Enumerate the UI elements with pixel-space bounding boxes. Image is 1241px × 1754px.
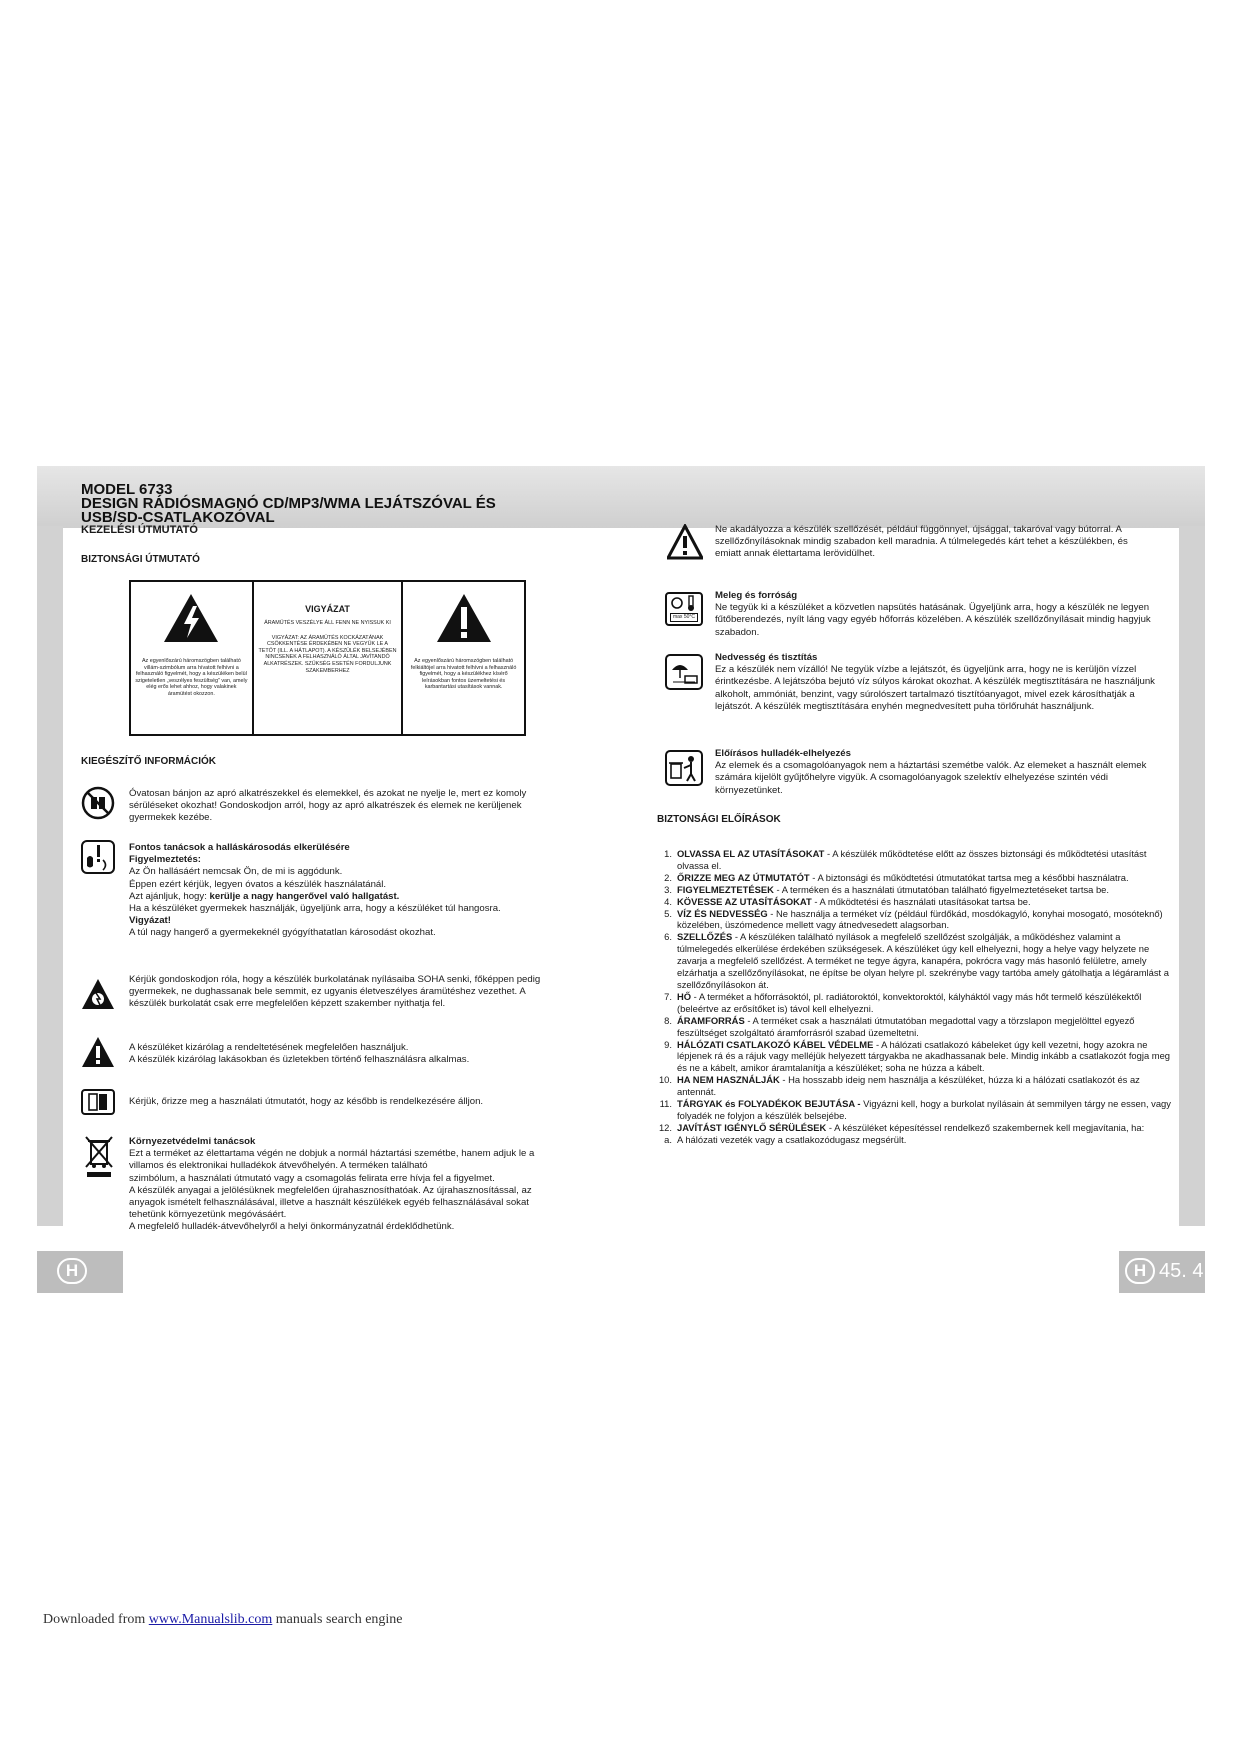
list-item: 6. SZELLŐZÉS - A készüléken található nyílások a megfelelő szellőzést szolgálják, a működéshez valamint a túlmelegedés elkerülése érdekében szükségesek. A készüléket úgy kell elhelyezni, hogy a helye vagy helyzete ne zavarja a megfelelő szellőzést. A terméket ne tegye ágyra, kanapéra, pokrócra vagy más hasonló felületre, amely elzárhatja a szellőzőnyílásokat, ne építse be olyan helyre pl. szekrénybe vagy tartóba amely gátolhatja a légáramlást a szellőzőnyílásokon át. bbox=[664, 931, 1169, 990]
left-footer-band bbox=[37, 1251, 123, 1293]
ventilation-warning-icon bbox=[667, 524, 703, 560]
environment-line-4: A megfelelő hulladék-átvevőhelyről a helyi önkormányzatnál érdeklődhetünk. bbox=[129, 1221, 455, 1233]
hearing-line-3: Azt ajánljuk, hogy: kerülje a nagy hangerővel való hallgatást. bbox=[129, 890, 400, 902]
waste-title: Előírásos hulladék-elhelyezés bbox=[715, 748, 851, 759]
list-item: 4. KÖVESSE AZ UTASÍTÁSOKAT - A működtetési és használati utasításokat tartsa be. bbox=[664, 895, 1031, 907]
warning-line-1: ÁRAMÜTÉS VESZÉLYE ÁLL FENN NE NYISSUK KI bbox=[264, 620, 391, 626]
hearing-line-4: Ha a készüléket gyermekek használják, ügyeljünk arra, hogy a készüléket túl hangosra. bbox=[129, 903, 501, 915]
small-parts-icon bbox=[81, 786, 115, 820]
thermometer-icon bbox=[667, 594, 701, 612]
list-item: 9. HÁLÓZATI CSATLAKOZÓ KÁBEL VÉDELME - A hálózati csatlakozó kábeleket úgy kell vezetni, hogy azokra ne lépjenek rá és a rájuk vagy melléjük helyezett tárgyakba ne akadhassanak bele. Mindig inkább a csatlakozót fogja meg és ne a kábelt, amikor áramtalanítja a készüléket; soha ne húzza a kábelt. bbox=[664, 1038, 1170, 1074]
environment-line-2: szimbólum, a használati útmutató vagy a csomagolás felirata erre hívja fel a figyelmet. bbox=[129, 1172, 495, 1184]
hearing-section bbox=[129, 842, 559, 940]
usage-line-2: A készülék kizárólag lakásokban és üzletekben történő felhasználásra alkalmas. bbox=[129, 1054, 470, 1066]
waste-disposal-icon bbox=[665, 750, 703, 786]
list-item: 12. JAVÍTÁST IGÉNYLŐ SÉRÜLÉSEK - A készüléket képesítéssel rendelkező szakembernek kell megjavítania, ha: bbox=[658, 1121, 1145, 1133]
heat-section bbox=[715, 590, 1155, 639]
exclamation-triangle-icon bbox=[435, 592, 493, 644]
warning-left-column bbox=[131, 582, 252, 734]
document-subtitle: KEZELÉSI ÚTMUTATÓ bbox=[81, 524, 198, 536]
download-footer: Downloaded from www.Manualslib.com manuals search engine bbox=[43, 1612, 403, 1627]
page-number: 45. 4 bbox=[1159, 1260, 1204, 1282]
manual-book-icon bbox=[81, 1089, 115, 1115]
list-item: 2. ŐRIZZE MEG AZ ÚTMUTATÓT - A biztonsági és működtetési útmutatókat tartsa meg a későbbi használatra. bbox=[664, 871, 1129, 883]
hearing-warning-label: Figyelmeztetés: bbox=[129, 854, 201, 866]
list-item: 7. HŐ - A terméket a hőforrásoktól, pl. radiátoroktól, konvektoroktól, kályháktól vagy más hőt termelő készülékektől (beleértve az erősítőket is) távol kell elhelyezni. bbox=[664, 990, 1142, 1014]
wheelie-bin-icon bbox=[83, 1134, 115, 1178]
list-item: a. A hálózati vezeték vagy a csatlakozódugasz megsérült. bbox=[664, 1133, 907, 1145]
environment-line-3: A készülék anyagai a jelölésüknek megfelelően újrahasznosíthatóak. Az újrahasznosítással, az anyagok ismételt felhasználásával, illetve a használt készülékek egyéb felhasználásával sokat tehetünk környezetünk megóvásáért. bbox=[129, 1184, 532, 1221]
lightning-caption: Az egyenlőszárú háromszögben található villám-szimbólum arra hívatott felhívni a felhasználó figyelmét, hogy a készüléken belül szigeteletlen „veszélyes feszültség” van, amely elég erős lehet ahhoz, hogy valakinek áramütést okozzon. bbox=[135, 658, 248, 697]
list-item: 10. HA NEM HASZNÁLJÁK - Ha hosszabb ideig nem használja a készüléket, húzza ki a hálózati csatlakozót és az antennát. bbox=[658, 1074, 1140, 1098]
moisture-title: Nedvesség és tisztítás bbox=[715, 652, 818, 663]
hearing-caution-label: Vigyázat! bbox=[129, 915, 171, 927]
moisture-cleaning-icon bbox=[665, 654, 703, 690]
hearing-line-2: Éppen ezért kérjük, legyen óvatos a készülék használatánál. bbox=[129, 878, 387, 890]
left-side-band bbox=[37, 526, 63, 1226]
caution-triangle-icon bbox=[81, 1036, 115, 1068]
hearing-line-1: Az Ön hallásáért nemcsak Ön, de mi is aggódunk. bbox=[129, 866, 343, 878]
moisture-text: Ez a készülék nem vízálló! Ne tegyük vízbe a lejátszót, és ügyeljünk arra, hogy ne is kerüljön vízzel érintkezésbe. A lejátszóba bejutó víz súlyos károkat okozhat. A készülék megtisztítására ne használjunk alkoholt, ammóniát, benzint, vagy súrolószert tartalmazó tisztítóanyagot, mivel ezek károsíthatják a lejátszót. A készülék megtisztítására enyhén megnedvesített puha törlőruhát használjunk. bbox=[715, 664, 1155, 712]
warning-right-column bbox=[403, 582, 524, 734]
safety-heading: BIZTONSÁGI ÚTMUTATÓ bbox=[81, 554, 200, 565]
manual-spread bbox=[37, 466, 1205, 1296]
heat-icon-label: max 50°C bbox=[670, 613, 698, 622]
environment-title: Környezetvédelmi tanácsok bbox=[129, 1136, 256, 1147]
warning-box bbox=[129, 580, 526, 736]
right-side-band bbox=[1179, 526, 1205, 1226]
warning-title: VIGYÁZAT bbox=[305, 604, 350, 614]
heat-icon bbox=[665, 592, 703, 626]
hearing-line-5: A túl nagy hangerő a gyermekeknél gyógyíthatatlan károsodást okozhat. bbox=[129, 927, 436, 939]
waste-section bbox=[715, 748, 1155, 797]
safety-rules-list bbox=[657, 848, 1177, 1146]
list-item: 11. TÁRGYAK és FOLYADÉKOK BEJUTÁSA - Vigyázni kell, hogy a burkolat nyílásain át semmilyen tárgy ne essen, vagy folyadék ne folyjon a készülék belsejébe. bbox=[659, 1098, 1171, 1121]
list-item: 8. ÁRAMFORRÁS - A terméket csak a használati útmutatóban megadottal vagy a törzslapon megjelölttel egyező feszültséget szolgáltató áramforrásról szabad üzemeltetni. bbox=[664, 1014, 1135, 1038]
small-parts-text: Óvatosan bánjon az apró alkatrészekkel és elemekkel, és azokat ne nyelje le, mert ez komoly sérüléseket okozhat! Gondoskodjon arról, hogy az apró alkatrészek és elemek ne kerüljenek gyermekek kezébe. bbox=[129, 788, 527, 824]
right-footer-band bbox=[1119, 1251, 1205, 1293]
electric-hazard-icon bbox=[81, 978, 115, 1010]
opening-warning-text: Kérjük gondoskodjon róla, hogy a készülék burkolatának nyílásaiba SOHA senki, főképpen pedig gyermekek, ne dughassanak bele semmit, ez ugyanis életveszélyes áramütéshez vezethet. A készülék burkolatát csak erre megfelelően képzett szakember nyithatja fel. bbox=[129, 974, 541, 1010]
environment-section bbox=[129, 1136, 559, 1234]
heat-text: Ne tegyük ki a készüléket a közvetlen napsütés hatásának. Ügyeljünk arra, hogy a készülék ne legyen fűtőberendezés, nyílt láng vagy egyéb hőforrás közelében. A készülék szellőzőnyílásait mindig hagyjuk szabadon. bbox=[715, 602, 1151, 638]
manualslib-link[interactable]: www.Manualslib.com bbox=[148, 1612, 273, 1627]
warning-line-2: VIGYÁZAT: AZ ÁRAMÜTÉS KOCKÁZATÁNAK CSÖKKENTÉSE ÉRDEKÉBEN NE VEGYÜK LE A TETŐT (ILL. A HÁTLAPOT). A KÉSZÜLÉK BELSEJÉBEN NINCSENEK A FELHASZNÁLÓ ÁLTAL JAVÍTANDÓ ALKATRÉSZEK. SZÜKSÉG ESETÉN FORDULJUNK SZAKEMBERHEZ bbox=[258, 634, 397, 674]
lightning-triangle-icon bbox=[162, 592, 220, 644]
warning-middle-column bbox=[252, 582, 403, 734]
list-item: 3. FIGYELMEZTETÉSEK - A terméken és a használati útmutatóban található figyelmeztetéseket tartsa be. bbox=[664, 883, 1109, 895]
left-language-badge: H bbox=[57, 1258, 87, 1284]
exclamation-caption: Az egyenlőszárú háromszögben található felkiáltójel arra hivatott felhívni a felhasználó figyelmét, hogy a készülékhez kísérő leírásokban fontos üzemeltetési és karbantartási utasítások vannak. bbox=[410, 658, 517, 691]
keep-manual-text: Kérjük, őrizze meg a használati útmutatót, hogy az később is rendelkezésére álljon. bbox=[129, 1096, 484, 1107]
usage-section bbox=[129, 1042, 559, 1066]
document-title: MODEL 6733 DESIGN RÁDIÓSMAGNÓ CD/MP3/WMA LEJÁTSZÓVAL ÉS USB/SD-CSATLAKOZÓVAL bbox=[81, 481, 496, 526]
list-item: 5. VÍZ ÉS NEDVESSÉG - Ne használja a terméket víz (például fürdőkád, mosdókagyló, konyhai mosogató, mosóteknő) közelében, üszómedence mellett vagy átnedvesedett alagsorban. bbox=[664, 907, 1163, 931]
usage-line-1: A készüléket kizárólag a rendeltetésének megfelelően használjuk. bbox=[129, 1042, 409, 1053]
hearing-title: Fontos tanácsok a halláskárosodás elkerülésére bbox=[129, 842, 350, 853]
waste-text: Az elemek és a csomagolóanyagok nem a háztartási szemétbe valók. Az elemeket a használt elemek számára kijelölt gyűjtőhelyre vigyük. A csomagolóanyagok szelektív elhelyezése szintén védi környezetünket. bbox=[715, 760, 1147, 796]
list-item: 1. OLVASSA EL AZ UTASÍTÁSOKAT - A készülék működtetése előtt az összes biztonsági és működtetési utasítást olvassa el. bbox=[664, 848, 1147, 871]
heat-title: Meleg és forróság bbox=[715, 590, 798, 601]
safety-rules-heading: BIZTONSÁGI ELŐÍRÁSOK bbox=[657, 814, 781, 825]
right-language-badge: H bbox=[1125, 1258, 1155, 1284]
moisture-section bbox=[715, 652, 1155, 713]
hearing-warning-icon bbox=[81, 840, 115, 874]
extra-info-heading: KIEGÉSZÍTŐ INFORMÁCIÓK bbox=[81, 756, 216, 767]
environment-line-1: Ezt a terméket az élettartama végén ne dobjuk a normál háztartási szemétbe, hanem adjuk le a villamos és elektronikai hulladékok átvevőhelyén. A terméken található bbox=[129, 1148, 535, 1172]
ventilation-text: Ne akadályozza a készülék szellőzését, például függönnyel, újsággal, takaróval vagy bútorral. A szellőzőnyílásoknak mindig szabadon kell maradnia. A túlmelegedés kárt tehet a készülékben, és emiatt annak élettartama lerövidülhet. bbox=[715, 524, 1128, 560]
